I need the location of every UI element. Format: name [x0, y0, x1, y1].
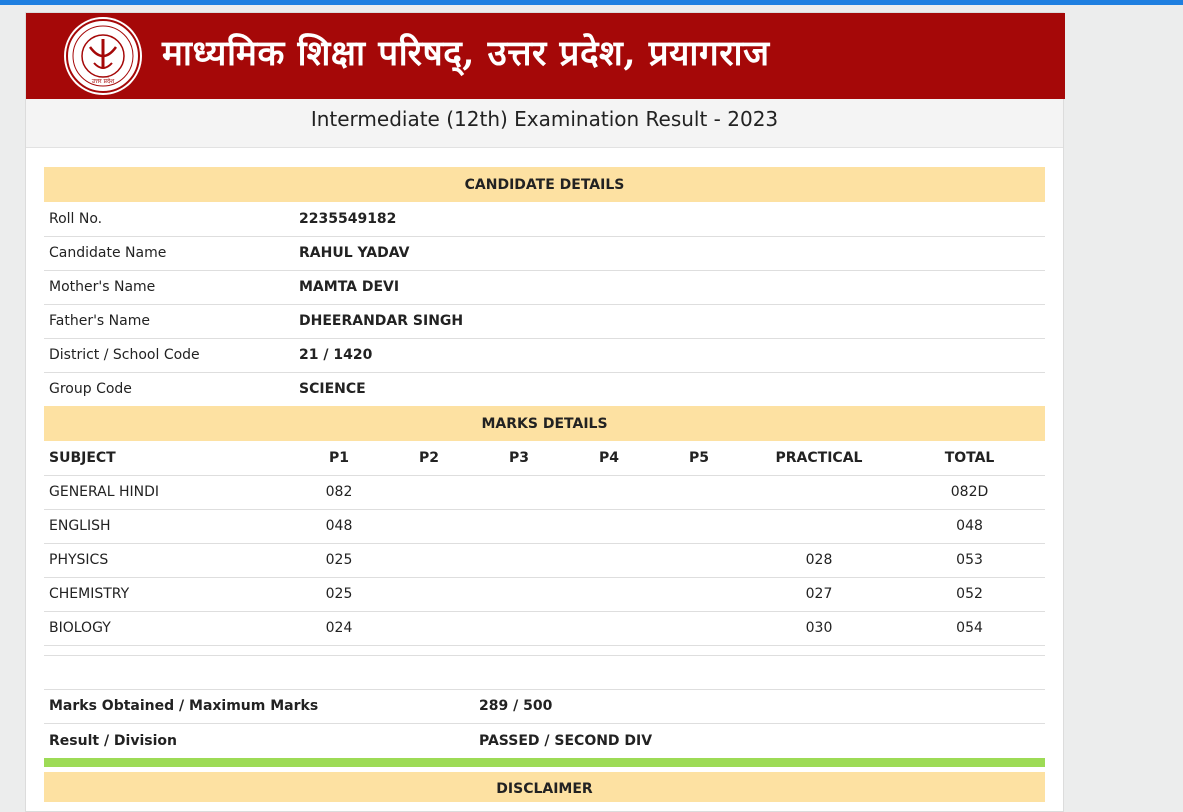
p3-cell — [474, 543, 564, 577]
detail-label: Candidate Name — [44, 236, 294, 270]
practical-cell: 030 — [744, 611, 894, 645]
candidate-details-table — [44, 167, 1045, 406]
p1-cell: 082 — [294, 475, 384, 509]
p4-cell — [564, 543, 654, 577]
marks-row — [44, 475, 1045, 509]
p2-cell — [384, 577, 474, 611]
table-gap-row — [44, 655, 1045, 689]
candidate-row-group — [44, 372, 1045, 406]
p5-cell — [654, 509, 744, 543]
column-header: P1 — [294, 441, 384, 475]
total-cell: 048 — [894, 509, 1045, 543]
detail-value: DHEERANDAR SINGH — [294, 304, 1045, 338]
candidate-row-roll — [44, 202, 1045, 236]
practical-cell — [744, 509, 894, 543]
detail-value: SCIENCE — [299, 381, 366, 398]
detail-label: Mother's Name — [44, 270, 294, 304]
detail-value: MAMTA DEVI — [294, 270, 1045, 304]
practical-cell — [744, 475, 894, 509]
marks-row — [44, 611, 1045, 645]
p2-cell — [384, 611, 474, 645]
candidate-row-father — [44, 304, 1045, 338]
p2-cell — [384, 475, 474, 509]
table-spacer-row — [44, 645, 1045, 655]
marks-row — [44, 577, 1045, 611]
column-header: SUBJECT — [44, 441, 294, 475]
column-header: PRACTICAL — [744, 441, 894, 475]
column-header: TOTAL — [894, 441, 1045, 475]
column-header: P2 — [384, 441, 474, 475]
column-header: P3 — [474, 441, 564, 475]
total-cell: 052 — [894, 577, 1045, 611]
p5-cell — [654, 475, 744, 509]
p4-cell — [564, 475, 654, 509]
marks-obtained-value: 289 / 500 — [474, 690, 1045, 724]
disclaimer-header: DISCLAIMER — [44, 772, 1045, 802]
candidate-row-mother — [44, 270, 1045, 304]
p1-cell: 025 — [294, 543, 384, 577]
p5-cell — [654, 611, 744, 645]
result-card — [25, 12, 1064, 812]
board-logo-icon — [64, 17, 142, 95]
p3-cell — [474, 577, 564, 611]
practical-cell: 027 — [744, 577, 894, 611]
candidate-row-district — [44, 338, 1045, 372]
total-cell: 053 — [894, 543, 1045, 577]
marks-details-table — [44, 406, 1045, 690]
board-title: माध्यमिक शिक्षा परिषद्, उत्तर प्रदेश, प्रयागराज — [162, 33, 770, 74]
p3-cell — [474, 509, 564, 543]
marks-obtained-row — [44, 690, 1045, 724]
p1-cell: 024 — [294, 611, 384, 645]
subject-cell: ENGLISH — [44, 509, 294, 543]
column-header: P5 — [654, 441, 744, 475]
detail-label: Roll No. — [44, 202, 294, 236]
result-division-label: Result / Division — [49, 732, 177, 749]
p4-cell — [564, 577, 654, 611]
candidate-section-title: CANDIDATE DETAILS — [44, 167, 1045, 202]
p5-cell — [654, 543, 744, 577]
marks-row — [44, 509, 1045, 543]
board-banner — [26, 13, 1065, 99]
p4-cell — [564, 509, 654, 543]
logo-text: उत्तर प्रदेश — [91, 78, 115, 85]
p1-cell: 025 — [294, 577, 384, 611]
result-division-value: PASSED / SECOND DIV — [479, 732, 653, 749]
p5-cell — [654, 577, 744, 611]
candidate-row-name — [44, 236, 1045, 270]
practical-cell: 028 — [744, 543, 894, 577]
subject-cell: CHEMISTRY — [44, 577, 294, 611]
detail-label: Father's Name — [44, 304, 294, 338]
spacer-cell — [44, 645, 1045, 655]
total-cell: 082D — [894, 475, 1045, 509]
result-summary-table — [44, 690, 1045, 758]
detail-label: Group Code — [49, 381, 132, 398]
p4-cell — [564, 611, 654, 645]
candidate-section-header — [44, 167, 1045, 202]
p2-cell — [384, 543, 474, 577]
subject-cell: BIOLOGY — [44, 611, 294, 645]
marks-obtained-label: Marks Obtained / Maximum Marks — [44, 690, 474, 724]
exam-title: Intermediate (12th) Examination Result - 2023 — [26, 99, 1063, 148]
p3-cell — [474, 611, 564, 645]
detail-value: 21 / 1420 — [294, 338, 1045, 372]
detail-label: District / School Code — [44, 338, 294, 372]
marks-section-title: MARKS DETAILS — [44, 406, 1045, 441]
subject-cell: PHYSICS — [44, 543, 294, 577]
subject-cell: GENERAL HINDI — [44, 475, 294, 509]
marks-row — [44, 543, 1045, 577]
pass-status-bar — [44, 758, 1045, 767]
p1-cell: 048 — [294, 509, 384, 543]
browser-top-accent — [0, 0, 1183, 5]
gap-cell — [44, 655, 1045, 689]
column-header: P4 — [564, 441, 654, 475]
result-division-row — [44, 724, 1045, 758]
detail-value: RAHUL YADAV — [294, 236, 1045, 270]
result-content — [44, 167, 1045, 802]
marks-section-header — [44, 406, 1045, 441]
p2-cell — [384, 509, 474, 543]
total-cell: 054 — [894, 611, 1045, 645]
marks-column-headers — [44, 441, 1045, 475]
detail-value: 2235549182 — [294, 202, 1045, 236]
p3-cell — [474, 475, 564, 509]
